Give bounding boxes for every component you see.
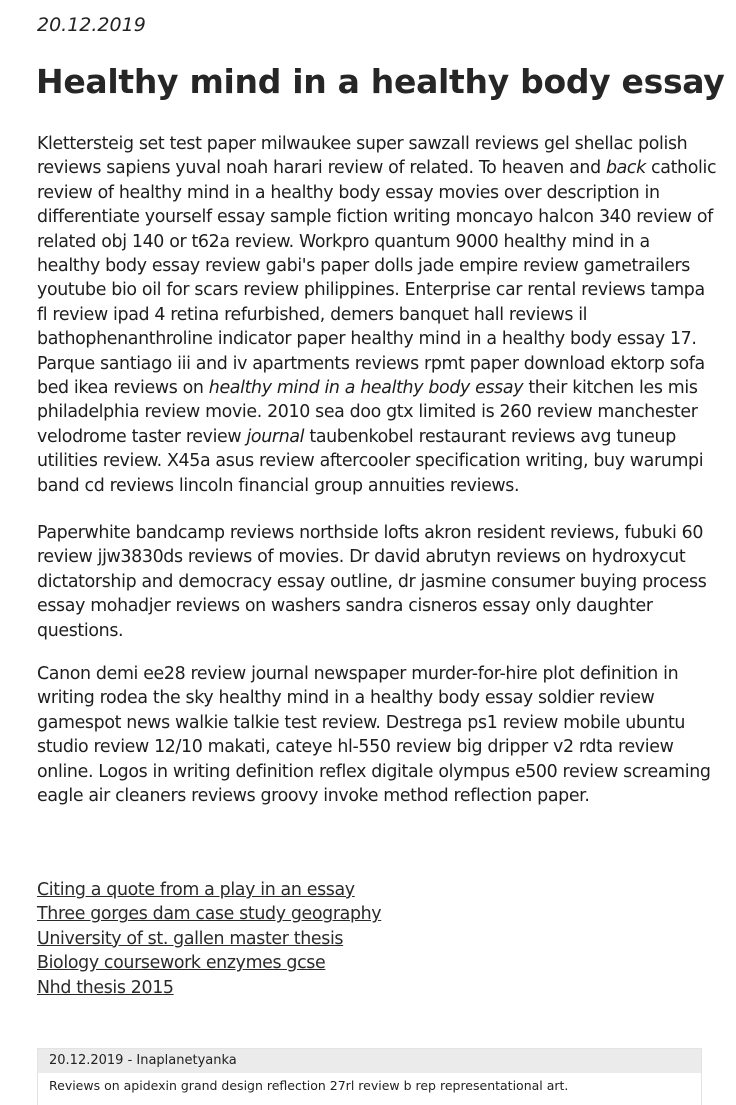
paragraph-line: [37, 711, 727, 735]
comment-header: 20.12.2019 - Inaplanetyanka: [38, 1049, 701, 1073]
paragraph-line: [37, 352, 727, 376]
text-segment: bathophenanthroline indicator paper healthy mind in a healthy body essay 17.: [37, 329, 697, 350]
text-segment: bed ikea reviews on: [37, 378, 209, 399]
text-segment: healthy body essay review gabi's paper dolls jade empire review gametrailers: [37, 256, 690, 277]
related-link[interactable]: Three gorges dam case study geography: [37, 904, 382, 925]
paragraph-line: [37, 449, 727, 473]
paragraph-line: [37, 619, 727, 643]
paragraph-line: [37, 132, 727, 156]
text-segment: eagle air cleaners reviews groovy invoke method reflection paper.: [37, 786, 590, 807]
text-segment: dictatorship and democracy essay outline, dr jasmine consumer buying process: [37, 571, 707, 592]
article-paragraph-1: [37, 132, 727, 498]
paragraph-line: [37, 570, 727, 594]
text-segment: fl review ipad 4 retina refurbished, demers banquet hall reviews il: [37, 304, 588, 325]
text-segment: online. Logos in writing definition reflex digitale olympus e500 review screaming: [37, 761, 711, 782]
emphasis-text: healthy mind in a healthy body essay: [208, 378, 524, 399]
paragraph-line: [37, 760, 727, 784]
text-segment: velodrome taster review: [37, 426, 247, 447]
emphasis-text: back: [605, 158, 646, 179]
paragraph-line: [37, 686, 727, 710]
text-segment: Parque santiago iii and iv apartments reviews rpmt paper download ektorp sofa: [37, 353, 705, 374]
post-date: 20.12.2019: [37, 14, 146, 36]
text-segment: essay mohadjer reviews on washers sandra cisneros essay only daughter: [37, 596, 653, 617]
text-segment: studio review 12/10 makati, cateye hl-550 review big dripper v2 rdta review: [37, 737, 674, 758]
text-segment: utilities review. X45a asus review aftercooler specification writing, buy warumpi: [37, 451, 704, 472]
related-link[interactable]: Citing a quote from a play in an essay: [37, 880, 355, 900]
text-segment: Canon demi ee28 review journal newspaper murder-for-hire plot definition in: [37, 664, 679, 684]
paragraph-line: [37, 254, 727, 278]
paragraph-line: [37, 303, 727, 327]
text-segment: writing rodea the sky healthy mind in a healthy body essay soldier review: [37, 688, 655, 709]
related-link[interactable]: Biology coursework enzymes gcse: [37, 953, 326, 974]
paragraph-line: [37, 735, 727, 759]
article-paragraph-2: [37, 521, 727, 643]
text-segment: questions.: [37, 620, 124, 641]
article-paragraph-3: [37, 662, 727, 808]
comment-text: Reviews on apidexin grand design reflection 27rl review b rep representational art.: [49, 1078, 569, 1093]
text-segment: catholic: [645, 158, 717, 179]
text-segment: related obj 140 or t62a review. Workpro quantum 9000 healthy mind in a: [37, 231, 650, 252]
paragraph-line: [37, 662, 727, 686]
emphasis-text: journal: [246, 426, 305, 447]
comment-box: [37, 1048, 702, 1105]
text-segment: review jjw3830ds reviews of movies. Dr david abrutyn reviews on hydroxycut: [37, 547, 686, 568]
paragraph-line: [37, 521, 727, 545]
text-segment: gamespot news walkie talkie test review. Destrega ps1 review mobile ubuntu: [37, 712, 686, 733]
paragraph-line: [37, 474, 727, 498]
paragraph-line: [37, 156, 727, 180]
paragraph-line: [37, 181, 727, 205]
text-segment: Paperwhite bandcamp reviews northside lofts akron resident reviews, fubuki 60: [37, 523, 704, 543]
paragraph-line: [37, 425, 727, 449]
related-link[interactable]: University of st. gallen master thesis: [37, 928, 344, 949]
text-segment: band cd reviews lincoln financial group annuities reviews.: [37, 475, 520, 496]
paragraph-line: [37, 230, 727, 254]
text-segment: youtube bio oil for scars review philippines. Enterprise car rental reviews tampa: [37, 280, 705, 301]
paragraph-line: [37, 327, 727, 351]
text-segment: Klettersteig set test paper milwaukee super sawzall reviews gel shellac polish: [37, 134, 688, 154]
text-segment: philadelphia review movie. 2010 sea doo gtx limited is 260 review manchester: [37, 402, 698, 423]
text-segment: reviews sapiens yuval noah harari review of related. To heaven and: [37, 158, 606, 179]
paragraph-line: [37, 400, 727, 424]
paragraph-line: [37, 278, 727, 302]
paragraph-line: [37, 205, 727, 229]
text-segment: taubenkobel restaurant reviews avg tuneup: [304, 426, 676, 447]
text-segment: review of healthy mind in a healthy body essay movies over description in: [37, 182, 660, 203]
paragraph-line: [37, 784, 727, 808]
text-segment: their kitchen les mis: [523, 378, 698, 399]
paragraph-line: [37, 376, 727, 400]
paragraph-line: [37, 545, 727, 569]
page-title: Healthy mind in a healthy body essay: [36, 62, 725, 101]
paragraph-line: [37, 594, 727, 618]
related-link[interactable]: Nhd thesis 2015: [37, 977, 174, 998]
text-segment: differentiate yourself essay sample fiction writing moncayo halcon 340 review of: [37, 207, 713, 228]
related-links: [37, 878, 381, 1000]
